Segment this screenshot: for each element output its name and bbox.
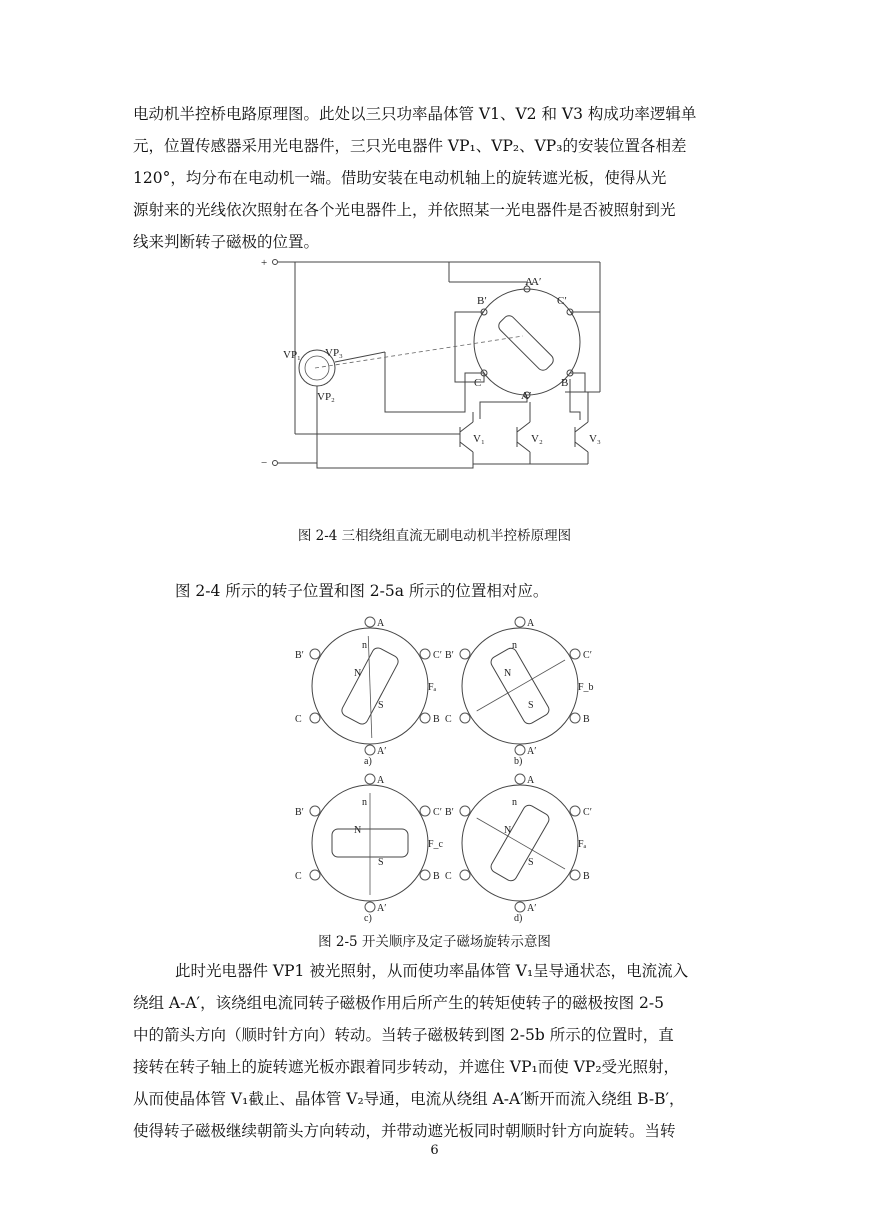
field-line bbox=[477, 818, 565, 869]
terminal-a: A bbox=[525, 276, 533, 288]
text-line: 使得转子磁极继续朝箭头方向转动，并带动遮光板同时朝顺时针方向旋转。当转 bbox=[133, 1122, 676, 1140]
label-v1: V₁ bbox=[473, 433, 485, 445]
label-cp: C′ bbox=[583, 807, 592, 818]
slot-cp bbox=[570, 649, 580, 659]
pole-n: N bbox=[354, 668, 362, 679]
panel-label: b) bbox=[514, 756, 523, 767]
slot-a bbox=[365, 774, 375, 784]
slot-bp bbox=[310, 806, 320, 816]
slot-ap bbox=[515, 745, 525, 755]
terminal-c-prime: C′ bbox=[557, 295, 567, 307]
plus-terminal: + bbox=[261, 257, 268, 269]
plus-node bbox=[273, 260, 278, 265]
terminal-c: C bbox=[474, 377, 482, 389]
figure-2-5-caption: 图 2-5 开关顺序及定子磁场旋转示意图 bbox=[318, 934, 551, 950]
minus-rail bbox=[317, 464, 473, 468]
page-number: 6 bbox=[430, 1143, 439, 1158]
slot-c bbox=[460, 870, 470, 880]
text-line: 中的箭头方向（顺时针方向）转动。当转子磁极转到图 2-5b 所示的位置时，直 bbox=[133, 1026, 674, 1044]
slot-b bbox=[420, 713, 430, 723]
rotation-label: n bbox=[362, 640, 367, 651]
label-a: A bbox=[527, 775, 535, 786]
slot-b bbox=[420, 870, 430, 880]
slot-b bbox=[570, 713, 580, 723]
figure-2-4-circuit bbox=[255, 252, 615, 484]
figure-2-4-caption: 图 2-4 三相绕组直流无刷电动机半控桥原理图 bbox=[297, 528, 572, 544]
label-c: C bbox=[444, 714, 452, 725]
panel-label: c) bbox=[364, 913, 372, 924]
label-v2: V₂ bbox=[531, 433, 543, 445]
label-cp: C′ bbox=[583, 650, 592, 661]
label-cp: C′ bbox=[433, 807, 442, 818]
text-line: 此时光电器件 VP1 被光照射，从而使功率晶体管 V₁呈导通状态，电流流入 bbox=[175, 962, 689, 980]
slot-cp bbox=[420, 649, 430, 659]
label-vp1: VP₁ bbox=[283, 349, 301, 361]
label-ap: A′ bbox=[377, 746, 387, 757]
light-beam bbox=[315, 336, 523, 368]
field-line bbox=[368, 636, 372, 738]
label-c: C bbox=[444, 871, 452, 882]
rotor-shutter bbox=[496, 313, 555, 372]
pole-s: S bbox=[378, 857, 384, 868]
label-bp: B′ bbox=[444, 650, 454, 661]
slot-c bbox=[310, 713, 320, 723]
label-bp: B′ bbox=[444, 807, 454, 818]
label-b: B bbox=[433, 714, 440, 725]
label-ap: A′ bbox=[527, 746, 537, 757]
slot-cp bbox=[570, 806, 580, 816]
transistor-v2 bbox=[517, 402, 543, 464]
pole-n: N bbox=[504, 668, 512, 679]
label-vp3: VP₃ bbox=[325, 347, 343, 359]
terminal-a-prime-bottom: A′ bbox=[521, 390, 532, 402]
paragraph-2 bbox=[175, 575, 775, 607]
pole-n: N bbox=[504, 825, 512, 836]
text-line: 源射来的光线依次照射在各个光电器件上，并依照某一光电器件是否被照射到光 bbox=[133, 201, 676, 219]
text-line: 120°，均分布在电动机一端。借助安装在电动机轴上的旋转遮光板，使得从光 bbox=[133, 169, 667, 187]
panel-label: d) bbox=[514, 913, 523, 924]
slot-ap bbox=[515, 902, 525, 912]
pole-s: S bbox=[528, 857, 534, 868]
text-line: 绕组 A-A′，该绕组电流同转子磁极作用后所产生的转矩使转子的磁极按图 2-5 bbox=[133, 994, 664, 1012]
slot-a bbox=[365, 617, 375, 627]
label-ap: A′ bbox=[377, 903, 387, 914]
transistor-v3 bbox=[575, 392, 601, 464]
slot-ap bbox=[365, 902, 375, 912]
paragraph-1 bbox=[133, 98, 739, 258]
label-vp2: VP₂ bbox=[317, 391, 335, 403]
label-bp: B′ bbox=[294, 650, 304, 661]
slot-a bbox=[515, 774, 525, 784]
slot-bp bbox=[460, 649, 470, 659]
rotation-label: n bbox=[512, 797, 517, 808]
slot-c bbox=[460, 713, 470, 723]
slot-bp bbox=[310, 649, 320, 659]
slot-bp bbox=[460, 806, 470, 816]
field-line bbox=[477, 660, 565, 711]
minus-terminal: − bbox=[261, 457, 268, 469]
label-ap: A′ bbox=[527, 903, 537, 914]
label-cp: C′ bbox=[433, 650, 442, 661]
label-a: A bbox=[377, 775, 385, 786]
slot-ap bbox=[365, 745, 375, 755]
label-c: C bbox=[294, 714, 302, 725]
pole-s: S bbox=[528, 700, 534, 711]
text-line: 从而使晶体管 V₁截止、晶体管 V₂导通，电流从绕组 A-A′断开而流入绕组 B-B′， bbox=[133, 1090, 685, 1108]
label-b: B bbox=[583, 714, 590, 725]
force-label: F_c bbox=[428, 839, 443, 850]
paragraph-3 bbox=[133, 955, 739, 1147]
text-line: 图 2-4 所示的转子位置和图 2-5a 所示的位置相对应。 bbox=[175, 582, 549, 600]
label-bp: B′ bbox=[294, 807, 304, 818]
force-label: F_b bbox=[578, 682, 594, 693]
label-b: B bbox=[433, 871, 440, 882]
slot-cp bbox=[420, 806, 430, 816]
rotation-label: n bbox=[512, 640, 517, 651]
label-a: A bbox=[377, 618, 385, 629]
transistor-v1 bbox=[460, 412, 485, 464]
terminal-b-prime: B′ bbox=[477, 295, 487, 307]
slot-a bbox=[515, 617, 525, 627]
text-line: 接转在转子轴上的旋转遮光板亦跟着同步转动，并遮住 VP₁而使 VP₂受光照射， bbox=[133, 1058, 680, 1076]
pole-n: N bbox=[354, 825, 362, 836]
force-label: Fₐ bbox=[578, 839, 587, 850]
label-a: A bbox=[527, 618, 535, 629]
label-b: B bbox=[583, 871, 590, 882]
slot-b bbox=[570, 870, 580, 880]
label-v3: V₃ bbox=[589, 433, 601, 445]
slot-c bbox=[310, 870, 320, 880]
force-label: Fₐ bbox=[428, 682, 437, 693]
label-c: C bbox=[294, 871, 302, 882]
rotation-label: n bbox=[362, 797, 367, 808]
figure-2-5-diagrams bbox=[294, 618, 615, 924]
terminal-a-prime: A′ bbox=[531, 276, 542, 288]
terminal-b: B bbox=[561, 377, 569, 389]
text-line: 线来判断转子磁极的位置。 bbox=[133, 233, 320, 251]
pole-s: S bbox=[378, 700, 384, 711]
panel-label: a) bbox=[364, 756, 372, 767]
text-line: 元，位置传感器采用光电器件，三只光电器件 VP₁、VP₂、VP₃的安装位置各相差 bbox=[133, 137, 687, 155]
text-line: 电动机半控桥电路原理图。此处以三只功率晶体管 V1、V2 和 V3 构成功率逻辑单 bbox=[133, 105, 697, 123]
